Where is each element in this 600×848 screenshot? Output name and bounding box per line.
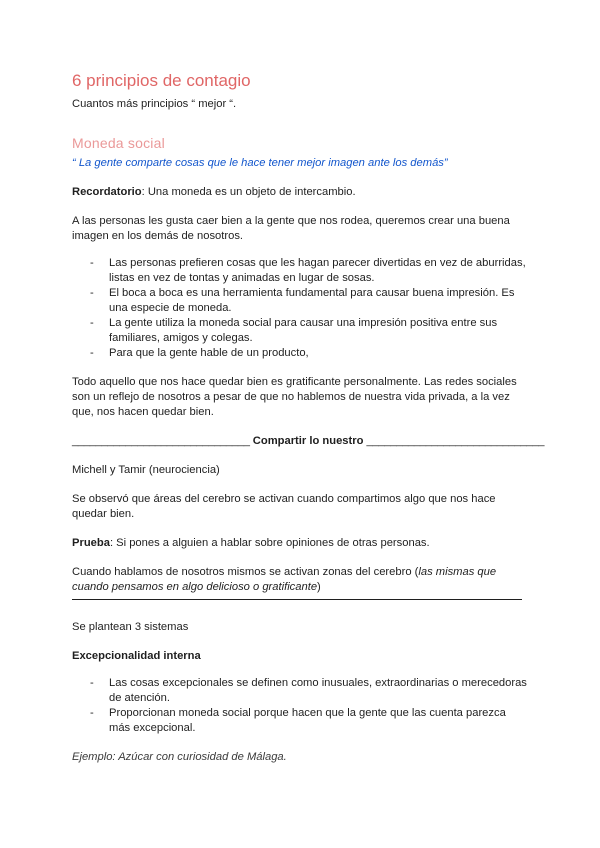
- paragraph-gratificante: Todo aquello que nos hace quedar bien es gratificante personalmente. Las redes sociales son un reflejo de nosotros a pesar de que no hablemos de nuestra vida privada, a la vez que, nos hacen quedar bien.: [72, 376, 517, 418]
- prueba-paragraph: [72, 536, 530, 551]
- recordatorio-label: Recordatorio: [72, 186, 142, 198]
- dash-bullet: -: [90, 287, 94, 299]
- list-item: [72, 346, 530, 361]
- list-item-text: Para que la gente hable de un producto,: [109, 347, 309, 359]
- divider-line-right: ______________________________: [366, 435, 545, 447]
- list-item-text: Proporcionan moneda social porque hacen que la gente que las cuenta parezca más excepcional.: [109, 707, 506, 734]
- list-item: [72, 286, 530, 316]
- divider-line-left: ______________________________: [72, 435, 250, 447]
- intro-text: Cuantos más principios “ mejor “.: [72, 98, 237, 110]
- paragraph-areas-cerebro: Se observó que áreas del cerebro se activan cuando compartimos algo que nos hace quedar bien.: [72, 493, 496, 520]
- authors-text: Michell y Tamir (neurociencia): [72, 464, 220, 476]
- prueba-label: Prueba: [72, 537, 110, 549]
- quote-text: “ La gente comparte cosas que le hace tener mejor imagen ante los demás”: [72, 157, 448, 169]
- list-item: [72, 256, 530, 286]
- divider-label: Compartir lo nuestro: [249, 435, 367, 447]
- document-title: 6 principios de contagio: [72, 71, 251, 90]
- example-text: Ejemplo: Azúcar con curiosidad de Málaga.: [72, 751, 287, 763]
- dash-bullet: -: [90, 257, 94, 269]
- list-item: [72, 676, 530, 706]
- list-item-text: El boca a boca es una herramienta fundamental para causar buena impresión. Es una especie de moneda.: [109, 287, 515, 314]
- dash-bullet: -: [90, 707, 94, 719]
- sub-heading-text: Excepcionalidad interna: [72, 650, 201, 662]
- zonas-italic-text: las mismas que cuando pensamos en algo delicioso o gratificante: [72, 566, 497, 593]
- dash-bullet: -: [90, 317, 94, 329]
- dash-bullet: -: [90, 347, 94, 359]
- paragraph-caer-bien: A las personas les gusta caer bien a la gente que nos rodea, queremos crear una buena imagen en los demás de nosotros.: [72, 215, 510, 242]
- bullet-list-excepcionalidad: [72, 676, 530, 736]
- list-item-text: Las cosas excepcionales se definen como inusuales, extraordinarias o merecedoras de atención.: [109, 677, 527, 704]
- recordatorio-paragraph: [72, 185, 530, 200]
- document-content: [72, 70, 545, 765]
- section-divider-compartir: [72, 434, 545, 449]
- zonas-end: ): [317, 581, 321, 593]
- sub-heading-excepcionalidad: [72, 649, 530, 664]
- dash-bullet: -: [90, 677, 94, 689]
- list-item: [72, 316, 530, 346]
- bullet-list-moneda-social: [72, 256, 530, 361]
- sistemas-text: Se plantean 3 sistemas: [72, 621, 189, 633]
- horizontal-rule: [72, 595, 522, 600]
- list-item: [72, 706, 530, 736]
- section-heading-moneda-social: Moneda social: [72, 135, 165, 151]
- recordatorio-text: : Una moneda es un objeto de intercambio.: [141, 186, 356, 198]
- zonas-text: Cuando hablamos de nosotros mismos se activan zonas del cerebro (: [72, 566, 419, 578]
- list-item-text: Las personas prefieren cosas que les hagan parecer divertidas en vez de aburridas, listas en vez de tontas y animadas en lugar de sosas.: [109, 257, 526, 284]
- paragraph-zonas-cerebro: [72, 565, 530, 595]
- list-item-text: La gente utiliza la moneda social para causar una impresión positiva entre sus familiares, amigos y colegas.: [109, 317, 498, 344]
- prueba-text: : Si pones a alguien a hablar sobre opiniones de otras personas.: [109, 537, 430, 549]
